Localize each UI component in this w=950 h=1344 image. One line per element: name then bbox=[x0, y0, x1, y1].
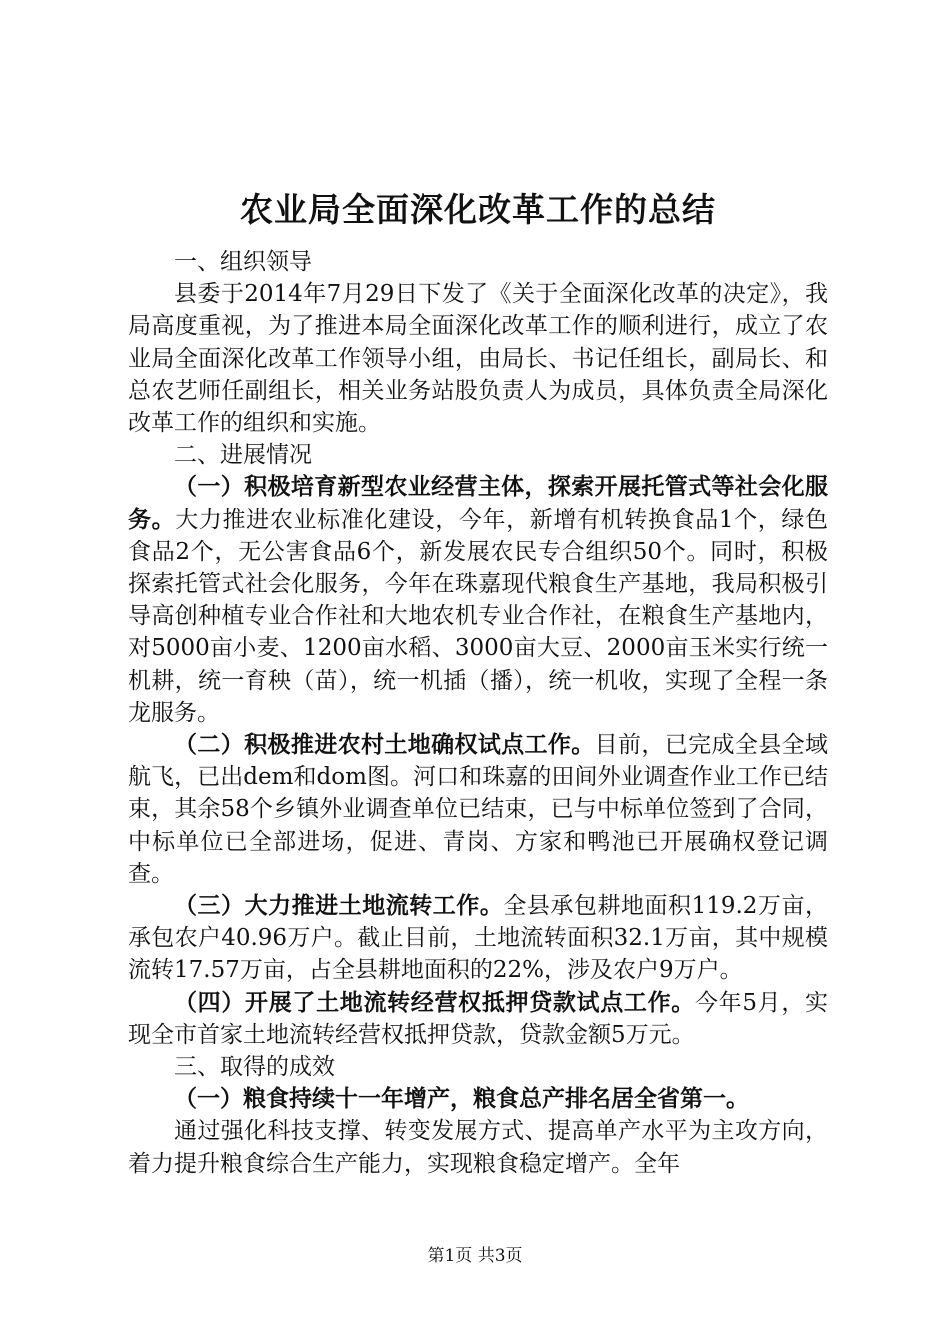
paragraph-text: 通过强化科技支撑、转变发展方式、提高单产水平为主攻方向，着力提升粮食综合生产能力，实现粮食稳定增产。全年 bbox=[128, 1118, 828, 1177]
document-title: 农业局全面深化改革工作的总结 bbox=[240, 190, 716, 229]
paragraph bbox=[128, 471, 828, 729]
section-results bbox=[128, 1051, 828, 1180]
paragraph-text: 县委于2014年7月29日下发了《关于全面深化改革的决定》，我局高度重视，为了推进本局全面深化改革工作的顺利进行，成立了农业局全面深化改革工作领导小组，由局长、书记任组长，副局长、和总农艺师任副组长，相关业务站股负责人为成员，具体负责全局深化改革工作的组织和实施。 bbox=[128, 281, 828, 437]
section-heading: 一、组织领导 bbox=[174, 249, 312, 275]
paragraph bbox=[128, 729, 828, 890]
section-progress bbox=[128, 439, 828, 1051]
paragraph bbox=[128, 278, 828, 439]
paragraph bbox=[128, 1115, 828, 1179]
paragraph-lead: （四）开展了土地流转经营权抵押贷款试点工作。 bbox=[174, 989, 695, 1016]
paragraph-text: 全县承包耕地面积119.2万亩，承包农户40.96万户。截止目前，土地流转面积32.1万亩，其中规模流转17.57万亩，占全县耕地面积的22%，涉及农户9万户。 bbox=[128, 893, 828, 984]
paragraph-text: 今年5月，实现全市首家土地流转经营权抵押贷款，贷款金额5万元。 bbox=[128, 989, 829, 1048]
paragraph-lead: （一）积极培育新型农业经营主体，探索开展托管式等社会化服务。 bbox=[128, 474, 828, 533]
section-heading: 二、进展情况 bbox=[174, 442, 312, 469]
paragraph-lead: （一）粮食持续十一年增产，粮食总产排名居全省第一。 bbox=[174, 1086, 749, 1113]
paragraph-lead: （三）大力推进土地流转工作。 bbox=[174, 893, 504, 920]
paragraph bbox=[128, 987, 828, 1051]
page-footer bbox=[0, 1245, 950, 1267]
section-heading: 三、取得的成效 bbox=[174, 1054, 335, 1081]
document-page bbox=[128, 180, 828, 1180]
section-organization bbox=[128, 246, 828, 439]
paragraph-text: 目前，已完成全县全域航飞，已出dem和dom图。河口和珠嘉的田间外业调查作业工作已结束，其余58个乡镇外业调查单位已结束，已与中标单位签到了合同，中标单位已全部进场，促进、青岗、方家和鸭池已开展确权登记调查。 bbox=[128, 732, 829, 887]
paragraph-lead: （二）积极推进农村土地确权试点工作。 bbox=[174, 732, 595, 759]
page-number: 第1页 共3页 bbox=[427, 1246, 523, 1266]
paragraph bbox=[128, 890, 828, 987]
paragraph-text: 大力推进农业标准化建设，今年，新增有机转换食品1个，绿色食品2个，无公害食品6个，新发展农民专合组织50个。同时，积极探索托管式社会化服务，今年在珠嘉现代粮食生产基地，我局积极引导高创种植专业合作社和大地农机专业合作社，在粮食生产基地内，对5000亩小麦、1200亩水稻、3000亩大豆、2000亩玉米实行统一机耕，统一育秧（苗），统一机插（播），统一机收，实现了全程一条龙服务。 bbox=[128, 506, 829, 726]
paragraph bbox=[128, 1083, 828, 1115]
